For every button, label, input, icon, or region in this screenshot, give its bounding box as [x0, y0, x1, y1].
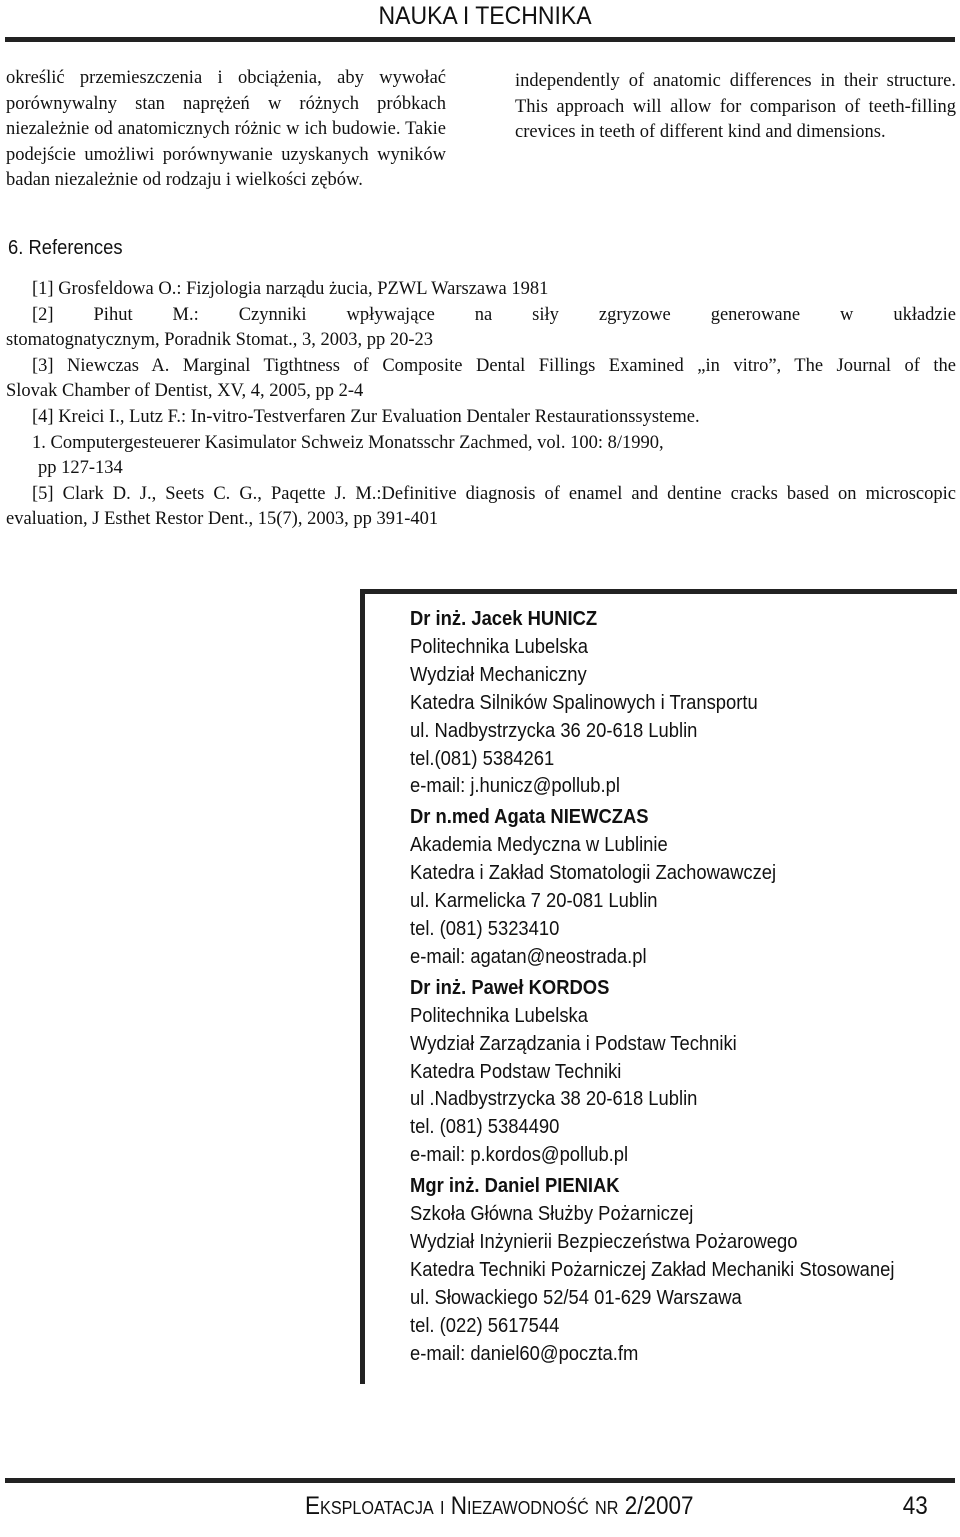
author-affiliation: Katedra Podstaw Techniki: [410, 1060, 622, 1083]
footer-rule: [5, 1478, 955, 1483]
author-name: Dr n.med Agata NIEWCZAS: [410, 806, 649, 829]
author-email: e-mail: agatan@neostrada.pl: [410, 945, 647, 968]
author-affiliation: Politechnika Lubelska: [410, 1004, 588, 1027]
author-affiliation: Szkoła Główna Służby Pożarniczej: [410, 1203, 694, 1226]
reference-text: stomatognatycznym, Poradnik Stomat., 3, 2003, pp 20-23: [6, 330, 433, 351]
reference-text: [2] Pihut M.: Czynniki wpływające na siły zgryzowe generowane w układzie: [32, 304, 956, 325]
author-entry: [410, 975, 950, 1170]
author-affiliation: Wydział Zarządzania i Podstaw Techniki: [410, 1032, 737, 1055]
author-address: ul .Nadbystrzycka 38 20-618 Lublin: [410, 1088, 698, 1111]
header-rule: [5, 37, 955, 42]
reference-text: 1. Computergesteuerer Kasimulator Schweiz Monatsschr Zachmed, vol. 100: 8/1990,: [32, 432, 664, 453]
author-name: Mgr inż. Daniel PIENIAK: [410, 1175, 620, 1198]
reference-item: [6, 482, 956, 533]
author-phone: tel. (081) 5323410: [410, 917, 560, 940]
reference-item: [6, 405, 956, 482]
author-email: e-mail: daniel60@poczta.fm: [410, 1342, 639, 1365]
reference-item: [6, 354, 956, 405]
reference-text: evaluation, J Esthet Restor Dent., 15(7), 2003, pp 391-401: [6, 509, 439, 530]
right-column-text: independently of anatomic differences in their structure. This approach will allow for comparison of teeth-filling crevices in teeth of different kind and dimensions.: [515, 71, 956, 143]
reference-text: [1] Grosfeldowa O.: Fizjologia narządu żucia, PZWL Warszawa 1981: [32, 279, 549, 299]
running-header: NAUKA I TECHNIKA: [378, 2, 592, 30]
authors-list: [410, 606, 950, 1371]
author-name: Dr inż. Jacek HUNICZ: [410, 608, 598, 630]
author-affiliation: Katedra Silników Spalinowych i Transportu: [410, 691, 758, 714]
author-entry: [410, 804, 950, 971]
author-phone: tel.(081) 5384261: [410, 747, 555, 770]
reference-text: [5] Clark D. J., Seets C. G., Paqette J. M.:Definitive diagnosis of enamel and dentine cracks based on microscopic: [32, 483, 956, 504]
page-number: 43: [902, 1492, 928, 1520]
author-affiliation: Katedra Techniki Pożarniczej Zakład Mechaniki Stosowanej: [410, 1258, 895, 1281]
reference-text: pp 127-134: [38, 458, 123, 479]
author-address: ul. Słowackiego 52/54 01-629 Warszawa: [410, 1286, 742, 1309]
reference-text: [4] Kreici I., Lutz F.: In-vitro-Testverfaren Zur Evaluation Dentaler Restaurationssysteme.: [32, 406, 700, 427]
author-affiliation: Akademia Medyczna w Lublinie: [410, 834, 668, 857]
reference-item: [6, 277, 956, 303]
author-affiliation: Politechnika Lubelska: [410, 635, 588, 658]
author-phone: tel. (081) 5384490: [410, 1116, 560, 1139]
references-heading: 6. References: [8, 237, 123, 259]
journal-footer: [305, 1492, 694, 1521]
author-phone: tel. (022) 5617544: [410, 1314, 560, 1337]
author-email: e-mail: j.hunicz@pollub.pl: [410, 775, 620, 798]
reference-text: [3] Niewczas A. Marginal Tigthtness of Composite Dental Fillings Examined „in vitro”, The Journal of the: [32, 355, 956, 376]
author-entry: [410, 606, 950, 801]
author-entry: [410, 1173, 950, 1368]
author-affiliation: Katedra i Zakład Stomatologii Zachowawczej: [410, 862, 777, 885]
author-address: ul. Karmelicka 7 20-081 Lublin: [410, 890, 658, 913]
author-affiliation: Wydział Inżynierii Bezpieczeństwa Pożarowego: [410, 1230, 798, 1253]
reference-item: [6, 303, 956, 354]
author-name: Dr inż. Paweł KORDOS: [410, 976, 610, 999]
author-email: e-mail: p.kordos@pollub.pl: [410, 1144, 629, 1167]
references-list: [6, 277, 956, 533]
reference-text: Slovak Chamber of Dentist, XV, 4, 2005, pp 2-4: [6, 381, 364, 402]
author-affiliation: Wydział Mechaniczny: [410, 663, 587, 686]
author-address: ul. Nadbystrzycka 36 20-618 Lublin: [410, 719, 698, 742]
journal-name: Eksploatacja i Niezawodność nr 2/2007: [305, 1492, 694, 1520]
left-column-text: określić przemieszczenia i obciążenia, aby wywołać porównywalny stan naprężeń w różnych próbkach niezależnie od anatomicznych różnic w ich budowie. Takie podejście umożliwi porównywanie uzyskanych wyników badan niezależnie od rodzaju i wielkości zębów.: [6, 68, 446, 191]
